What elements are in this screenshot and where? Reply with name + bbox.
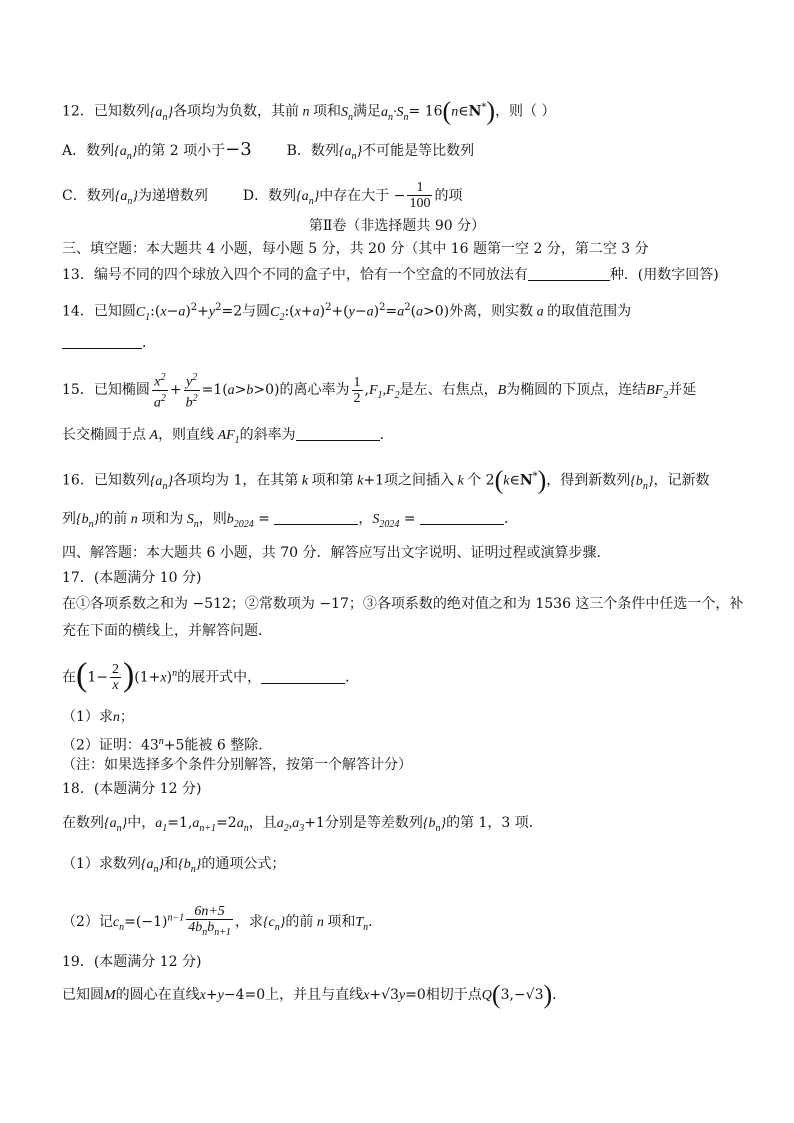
q18-line1: 在数列$\{a_n\}$中，$a_1=1,a_{n+1}=2a_n$，且$a_2,a_3+1$分别是等差数列$\{b_n\}$的第 1，3 项． xyxy=(62,815,543,834)
part2-title: 第Ⅱ卷（非选择题共 90 分） xyxy=(308,218,486,234)
option-d[interactable]: D．数列$\{a_n\}$中存在大于 − $\frac{1}{100}$ 的项 xyxy=(242,180,463,211)
q18-heading: 18．(本题满分 12 分) xyxy=(62,781,202,797)
q16-answer-blank-1[interactable] xyxy=(274,510,358,525)
q12-stem: 12．已知数列$\{a_n\}$各项均为负数，其前 n 项和$S_n$满足$a_n\cdot S_n=$ 16(n∈N*)，则（ ） xyxy=(62,96,556,126)
q16-line2: 列$\{b_n\}$的前 n 项和为 $S_n$，则$b_{2024}$ = ，$S_{2024}$ = ． xyxy=(62,511,518,530)
q14-answer-blank[interactable] xyxy=(62,334,142,349)
q17-part1: （1）求n； xyxy=(62,709,134,725)
q16: 16．已知数列$\{a_n\}$各项均为 1，在其第 k 项和第 k+1项之间插入 k 个 2(k∈N*)，得到新数列$\{b_n\}$，记新数 xyxy=(62,465,710,495)
q19-heading: 19．(本题满分 12 分) xyxy=(62,954,202,970)
q17-part2: （2）证明：$43^n+5$能被 6 整除． xyxy=(62,736,273,754)
section-4-heading: 四、解答题：本大题共 6 小题，共 70 分．解答应写出文字说明、证明过程或演算步骤． xyxy=(62,545,611,561)
q18-part1: （1）求数列$\{a_n\}$和$\{b_n\}$的通项公式； xyxy=(62,856,286,875)
q16-answer-blank-2[interactable] xyxy=(420,510,504,525)
option-a[interactable]: A．数列$\{a_n\}$的第 2 项小于−3 xyxy=(62,139,252,162)
q15-line2: 长交椭圆于点 A，则直线 $AF_1$的斜率为 ． xyxy=(62,427,394,446)
q14-blank-line: ． xyxy=(62,333,156,353)
q17-line1: 在①各项系数之和为 −512；②常数项为 −17；③各项系数的绝对值之和为 1536 这三个条件中任选一个，补 xyxy=(62,596,744,612)
option-c[interactable]: C．数列$\{a_n\}$为递增数列 xyxy=(62,187,208,207)
q17-note: （注：如果选择多个条件分别解答，按第一个解答计分） xyxy=(62,757,412,773)
q15-answer-blank[interactable] xyxy=(296,426,380,441)
q17-condition-blank[interactable] xyxy=(261,669,345,684)
q17-heading: 17．(本题满分 10 分) xyxy=(62,570,202,586)
q14: 14．已知圆$C_1:(x-a)^2+y^2=2$与圆$C_2:(x+a)^2+(y-a)^2=a^2(a>0)$外离，则实数 a 的取值范围为 xyxy=(62,302,632,323)
q19-line1: 已知圆M的圆心在直线x+y−4=0上，并且与直线x+√3y=0相切于点Q(3,−√3)． xyxy=(62,980,567,1009)
q13: 13．编号不同的四个球放入四个不同的盒子中，恰有一个空盒的不同放法有 种．(用数字回答) xyxy=(62,267,719,283)
section-3-heading: 三、填空题：本大题共 4 小题，每小题 5 分，共 20 分（其中 16 题第一空 2 分，第二空 3 分 xyxy=(62,241,649,257)
q12-options-cd xyxy=(62,180,462,211)
q17-line2: 充在下面的横线上，并解答问题． xyxy=(62,623,272,639)
q12-options-ab xyxy=(62,140,474,167)
option-b[interactable]: B．数列$\{a_n\}$不可能是等比数列 xyxy=(286,143,475,162)
q13-answer-blank[interactable] xyxy=(528,266,610,281)
q15: 15．已知椭圆 $\frac{x^2}{a^2}$ + $\frac{y^2}{b^2}$ =1(a>b>0)的离心率为 $\frac{1}{2}$ $,F_1,F_2$是左、右焦点，B为椭圆的下顶点，连结$BF_2$并延 xyxy=(62,372,697,411)
q17-line3: 在(1− $\frac{2}{x}$ )$(1+x)^n$的展开式中， ． xyxy=(62,656,360,694)
q18-part2: （2）记$c_n=(-1)^{n-1}$ $\frac{6n+5}{4b_nb_{n+1}}$ ，求$\{c_n\}$的前 n 项和$T_n$． xyxy=(62,904,383,938)
